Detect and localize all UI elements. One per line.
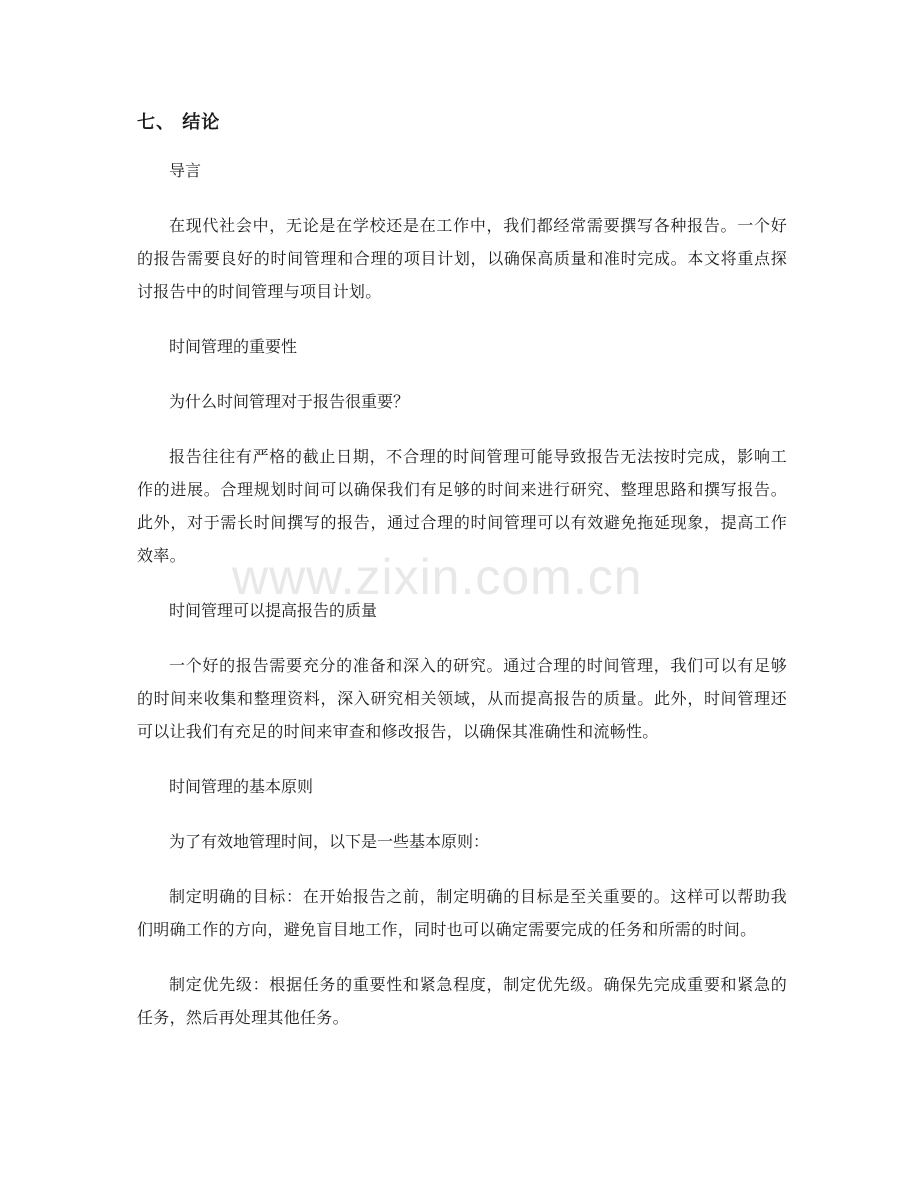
section-heading: 七、 结论 bbox=[137, 112, 221, 133]
paragraph: 一个好的报告需要充分的准备和深入的研究。通过合理的时间管理，我们可以有足够的时间来收集和整理资料，深入研究相关领域，从而提高报告的质量。此外，时间管理还可以让我们有充足的时间来审查和修改报告，以确保其准确性和流畅性。 bbox=[137, 656, 787, 741]
paragraph: 制定明确的目标：在开始报告之前，制定明确的目标是至关重要的。这样可以帮助我们明确工作的方向，避免盲目地工作，同时也可以确定需要完成的任务和所需的时间。 bbox=[137, 887, 787, 939]
paragraph: 在现代社会中，无论是在学校还是在工作中，我们都经常需要撰写各种报告。一个好的报告需要良好的时间管理和合理的项目计划，以确保高质量和准时完成。本文将重点探讨报告中的时间管理与项目计划。 bbox=[137, 216, 787, 301]
watermark: www.zixin.com.cn bbox=[232, 549, 643, 605]
subheading-principles: 时间管理的基本原则 bbox=[169, 777, 314, 796]
paragraph: 报告往往有严格的截止日期，不合理的时间管理可能导致报告无法按时完成，影响工作的进展。合理规划时间可以确保我们有足够的时间来进行研究、整理思路和撰写报告。此外，对于需长时间撰写的报告，通过合理的时间管理可以有效避免拖延现象，提高工作效率。 bbox=[137, 447, 787, 565]
subheading-principles-intro: 为了有效地管理时间，以下是一些基本原则： bbox=[169, 832, 490, 851]
subheading-why: 为什么时间管理对于报告很重要？ bbox=[169, 392, 410, 411]
subheading-intro: 导言 bbox=[169, 161, 202, 180]
document-body bbox=[137, 154, 787, 1056]
paragraph: 制定优先级：根据任务的重要性和紧急程度，制定优先级。确保先完成重要和紧急的任务，然后再处理其他任务。 bbox=[137, 975, 787, 1027]
subheading-quality: 时间管理可以提高报告的质量 bbox=[169, 601, 378, 620]
subheading-importance: 时间管理的重要性 bbox=[169, 337, 298, 356]
